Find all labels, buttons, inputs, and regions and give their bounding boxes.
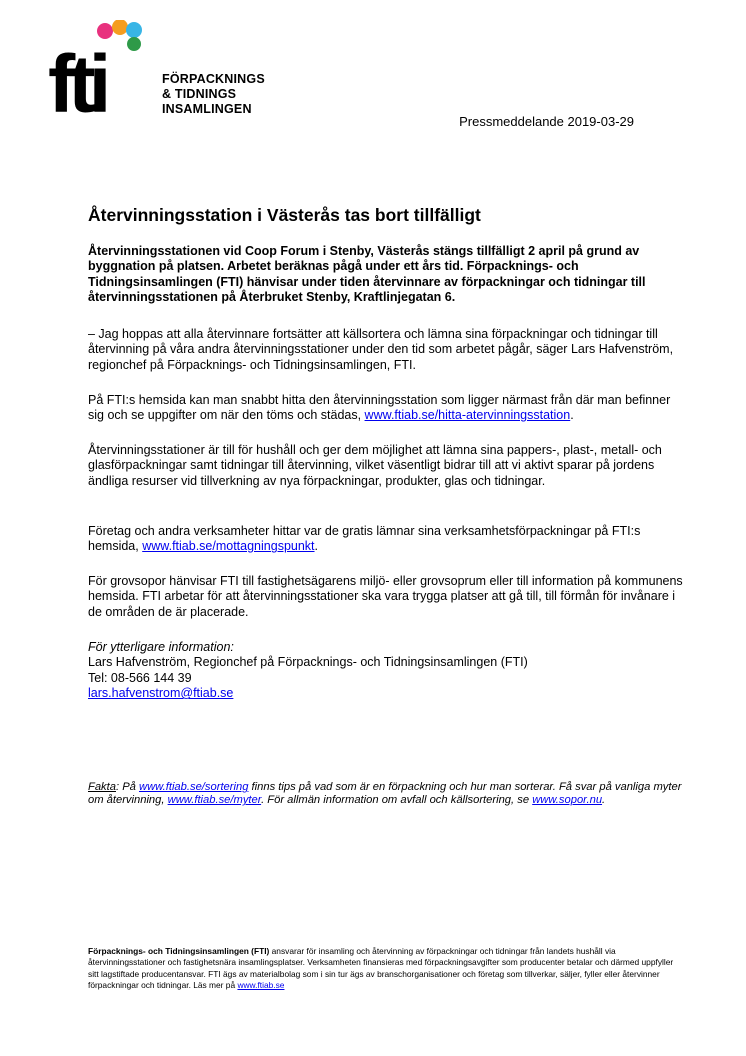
fakta-text-2: finns tips på vad som är en förpackning och hur man sorterar. Få svar på vanliga myter om återvinning, bbox=[88, 781, 682, 807]
contact-phone: Tel: 08-566 144 39 bbox=[88, 670, 192, 685]
contact-email-link[interactable]: lars.hafvenstrom@ftiab.se bbox=[88, 686, 234, 701]
logo-wordmark: fti bbox=[48, 39, 105, 120]
press-release-date: Pressmeddelande 2019-03-29 bbox=[459, 114, 634, 129]
fakta-text-3: . För allmän information om avfall och källsortering, se bbox=[261, 794, 533, 807]
logo-line-2: & TIDNINGS bbox=[162, 87, 237, 101]
quote-text: – Jag hoppas att alla återvinnare fortsätter att källsortera och lämna sina förpackningar och tidningar till återvinning på våra andra återvinningsstationer under den tid som arbetet pågår, säger Lars Hafvenström, regionchef på Förpacknings- och Tidningsinsamlingen, FTI. bbox=[88, 327, 674, 372]
purpose-text: Återvinningsstationer är till för hushåll och ger dem möjlighet att lämna sina pappers-, plast-, metall- och glasförpackningar samt tidningar till återvinning, vilket väsentligt bidrar till att vi aktivt sparar på jordens ändliga resurser vid tillverkning av nya förpackningar, produkter, glas och tidningar. bbox=[88, 443, 662, 488]
business-body: Företag och andra verksamheter hittar var de gratis lämnar sina verksamhetsförpackningar på FTI:s hemsida, bbox=[88, 524, 641, 554]
footer-link[interactable]: www.ftiab.se bbox=[237, 980, 285, 991]
fakta-label: Fakta bbox=[88, 781, 116, 793]
station-finder-period: . bbox=[570, 408, 574, 423]
station-finder-link[interactable]: www.ftiab.se/hitta-atervinningsstation bbox=[364, 408, 571, 423]
logo-dot-green bbox=[127, 37, 141, 51]
lead-text: Återvinningsstationen vid Coop Forum i Stenby, Västerås stängs tillfälligt 2 april på grund av byggnation på platsen. Arbetet beräknas pågå under ett års tid. Förpacknings- och Tidningsinsamlingen (FTI) hänvisar under tiden återvinnare av förpackningar och tidningar till återvinningsstationen på Återbruket Stenby, Kraftlinjegatan 6. bbox=[88, 244, 646, 305]
footer-org-name: Förpacknings- och Tidningsinsamlingen (FTI) bbox=[88, 946, 270, 956]
footer-text: ansvarar för insamling och återvinning av förpackningar och tidningar från landets hushåll via återvinningsstationer och fastighetsnära insamlingsplatser. Verksamheten finansieras med förpackningsavgifter som producenter betalar och därmed uppfyller sitt lagstiftade producentansvar. FTI ägs av materialbolag som i sin tur ägs av branschorganisationer och företag som tillverkar, säljer, fyller eller återvinner förpackningar och tidningar. Läs mer på bbox=[88, 946, 674, 991]
logo-dot-pink bbox=[97, 23, 113, 39]
business-paragraph bbox=[88, 524, 688, 555]
fakta-text-1: : På bbox=[115, 781, 139, 793]
fakta-text-4: . bbox=[602, 794, 606, 807]
myths-link[interactable]: www.ftiab.se/myter bbox=[167, 794, 262, 807]
logo-tagline bbox=[162, 72, 265, 117]
collection-point-link[interactable]: www.ftiab.se/mottagningspunkt bbox=[142, 539, 315, 554]
page-title: Återvinningsstation i Västerås tas bort tillfälligt bbox=[88, 205, 481, 225]
business-text bbox=[88, 524, 688, 555]
contact-block bbox=[88, 640, 688, 702]
station-finder-paragraph bbox=[88, 393, 688, 424]
bulky-waste-text: För grovsopor hänvisar FTI till fastighetsägarens miljö- eller grovsoprum eller till information på kommunens hemsida. FTI arbetar för att återvinningsstationer ska vara trygga platser att gå till, till förmån för invånare i de områden de är placerade. bbox=[88, 574, 683, 619]
station-finder-text bbox=[88, 393, 688, 424]
business-period: . bbox=[314, 539, 319, 554]
footer-about bbox=[88, 946, 678, 992]
purpose-paragraph bbox=[88, 443, 688, 489]
bulky-waste-paragraph bbox=[88, 574, 688, 620]
contact-heading: För ytterligare information: bbox=[88, 640, 234, 654]
logo-dot-blue bbox=[126, 22, 142, 38]
sopor-link[interactable]: www.sopor.nu bbox=[532, 794, 603, 807]
logo-dot-orange bbox=[112, 20, 128, 35]
logo-line-1: FÖRPACKNINGS bbox=[162, 72, 265, 86]
quote-paragraph bbox=[88, 327, 688, 373]
station-finder-body: På FTI:s hemsida kan man snabbt hitta den återvinningsstation som ligger närmast från där man befinner sig och se uppgifter om när den töms och städas, bbox=[88, 393, 671, 423]
lead-paragraph bbox=[88, 244, 688, 306]
contact-name: Lars Hafvenström, Regionchef på Förpacknings- och Tidningsinsamlingen (FTI) bbox=[88, 655, 528, 670]
sorting-link[interactable]: www.ftiab.se/sortering bbox=[139, 781, 249, 793]
fakta-note bbox=[88, 781, 688, 808]
logo-line-3: INSAMLINGEN bbox=[162, 102, 252, 116]
